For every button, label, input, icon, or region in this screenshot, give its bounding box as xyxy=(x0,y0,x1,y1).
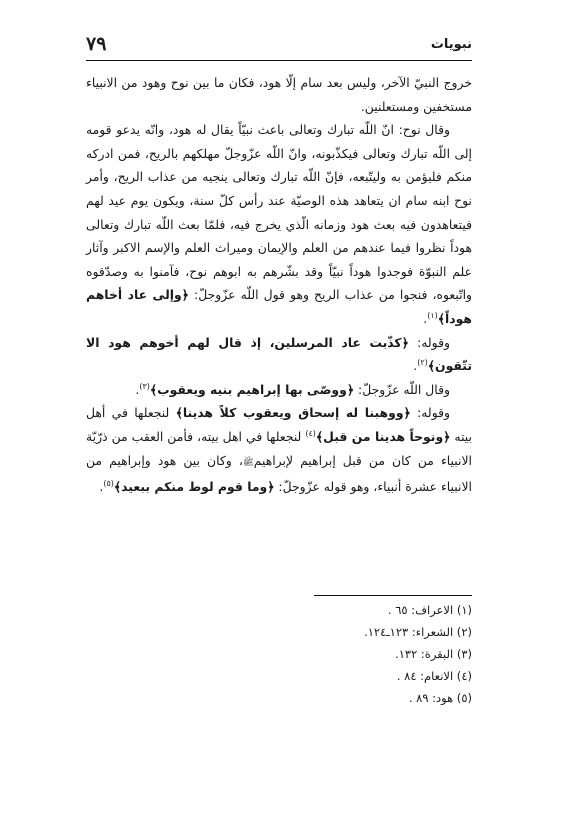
footnote-item: (٣) البقرة: ١٣٢. xyxy=(395,647,472,661)
quran-quote: ﴿ووهبنا له إسحاق ويعقوب كلاً هدينا﴾ xyxy=(175,405,411,421)
text-run: ، وكان بين هود وإبراهيم من الانبياء عشرة أنبياء، وهو قوله عزّوجلّ: xyxy=(86,452,472,495)
page-header xyxy=(86,33,472,59)
body-text xyxy=(86,71,472,499)
text-run: . xyxy=(99,479,104,495)
footnote-ref: (٤) xyxy=(305,428,316,438)
page-number: ٧٩ xyxy=(86,33,107,55)
text-run: وقال نوح: انّ اللّه تبارك وتعالى باعث نبيّاً يقال له هود، وانّه يدعو قومه إلى اللّه تبارك وتعالى فيكذّبونه، وانّ اللّه عزّوجلّ مهلكهم بالريح، فمن ادركه منكم فليؤمن به وليتّبعه، فإنّ اللّه تبارك وتعالى ينجيه من عذاب الريح، وأمر نوح ابنه سام ان يتعاهد هذه الوصيّة عند رأس كلّ سنة، ويكون يوم عيد لهم فيتعاهدون فيه بعث هود وزمانه الّذي يخرج فيه، فلمّا بعث اللّه تبارك وتعالى هوداً نظروا فيما عندهم من العلم والإيمان وميراث العلم والإسم الاكبر وآثار علم النبوّة فوجدوا هوداً نبيّاً وقد بشّرهم به ابوهم نوح، فآمنوا به وصدّقوه واتّبعوه، فنجوا من عذاب الريح وهو قول اللّه عزّوجلّ: xyxy=(86,122,472,303)
text-run: وقوله: xyxy=(410,405,451,421)
text-run: وقوله: xyxy=(408,334,450,350)
footnote-rule xyxy=(314,595,472,596)
footnote-item: (٤) الانعام: ٨٤ . xyxy=(396,669,472,683)
quran-quote: ﴿ووصّى بها إبراهيم بنيه ويعقوب﴾ xyxy=(149,381,355,397)
quran-quote: ﴿وإلى عاد أخاهم هوداً﴾ xyxy=(86,287,472,326)
text-run: لنجعلها في أهل بيته xyxy=(86,405,472,444)
header-rule xyxy=(86,60,472,61)
footnote-item: (٥) هود: ٨٩ . xyxy=(408,691,472,705)
body-paragraph-1 xyxy=(86,71,472,118)
body-paragraph-4 xyxy=(86,378,472,402)
text-run: وقال اللّه عزّوجلّ: xyxy=(354,381,450,397)
footnote-ref: (٣) xyxy=(139,381,150,391)
text-run: . xyxy=(135,381,140,397)
body-paragraph-2 xyxy=(86,118,472,330)
quran-quote: ﴿ونوحاً هدينا من قبل﴾ xyxy=(315,428,451,444)
footnote-ref: (٢) xyxy=(417,358,428,367)
footnote-ref: (١) xyxy=(427,310,438,320)
honorific-glyph: ﷺ xyxy=(242,457,254,468)
footnotes-list xyxy=(86,599,472,709)
quran-quote: ﴿وما قوم لوط منكم ببعيد﴾ xyxy=(113,479,275,495)
quran-quote: ﴿كذّبت عاد المرسلين، إذ قال لهم أخوهم هود الا تتّقون﴾ xyxy=(86,334,472,374)
footnote-ref: (٥) xyxy=(103,478,114,488)
text-run: خروج النبيّ الآخر، وليس بعد سام إلّا هود، فكان ما بين نوح وهود من الانبياء مستخفين ومستعلنين. xyxy=(86,75,472,114)
footnote-item: (٢) الشعراء: ١٢٣ـ١٢٤. xyxy=(364,625,472,639)
body-paragraph-3 xyxy=(86,331,472,378)
text-run: لنجعلها في اهل بيته، فأمن العقب من ذرّيّة الانبياء من كان من قبل إبراهيم لإبراهيم xyxy=(86,428,472,468)
body-paragraph-5 xyxy=(86,401,472,498)
text-run: . xyxy=(413,358,418,374)
footnote-item: (١) الاعراف: ٦٥ . xyxy=(387,603,472,617)
text-run: . xyxy=(423,310,428,326)
running-title: نبويات xyxy=(430,37,472,52)
